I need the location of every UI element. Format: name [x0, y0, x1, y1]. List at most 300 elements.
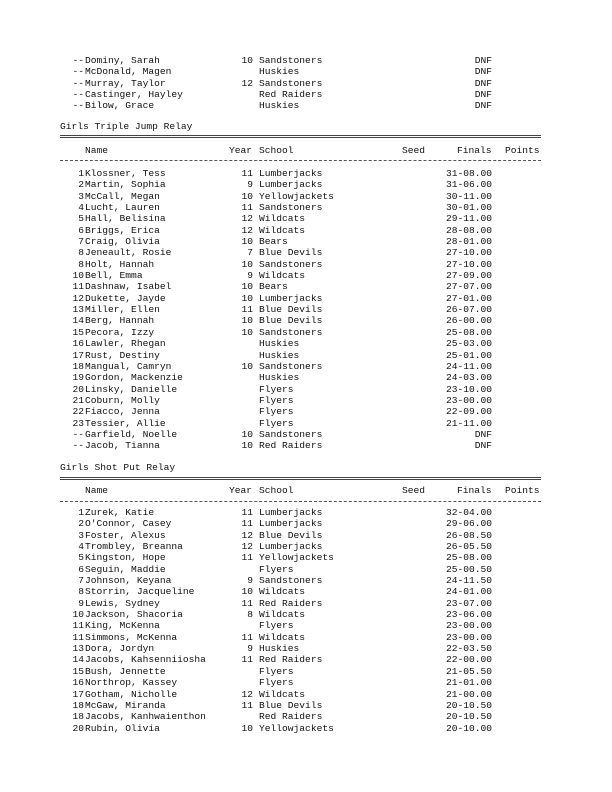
result-row [0, 270, 612, 281]
result-row [0, 632, 612, 643]
finals-mark: 29-06.00 [445, 518, 492, 530]
finals-mark: 20-10.00 [445, 722, 492, 734]
result-row [0, 620, 612, 631]
athlete-name: Linsky, Danielle [85, 383, 178, 395]
place-cell: 11 [72, 281, 84, 293]
year-cell: 10 [241, 440, 253, 452]
athlete-name: Klossner, Tess [85, 168, 166, 179]
school-name: Sandstoners [259, 258, 323, 270]
dashed-rule [60, 501, 541, 502]
school-name: Blue Devils [259, 247, 323, 259]
athlete-name: Zurek, Katie [85, 507, 155, 518]
place-cell: 1 [78, 507, 84, 518]
result-row [0, 361, 612, 372]
header-seed: Seed [402, 485, 426, 497]
school-name: Sandstoners [259, 326, 323, 338]
place-cell: 5 [78, 213, 84, 225]
year-cell: 11 [241, 552, 253, 564]
athlete-name: McCall, Megan [85, 190, 160, 202]
result-row [0, 643, 612, 654]
school-name: Lumberjacks [259, 507, 323, 518]
place-cell: -- [72, 55, 84, 66]
result-row [0, 418, 612, 429]
finals-mark: 27-09.00 [445, 270, 492, 282]
column-header-row [0, 145, 612, 156]
athlete-name: Foster, Alexus [85, 529, 166, 541]
place-cell: 10 [72, 270, 84, 282]
place-cell: 7 [78, 575, 84, 587]
school-name: Wildcats [259, 688, 306, 700]
finals-mark: 24-01.00 [445, 586, 492, 598]
result-row [0, 78, 612, 89]
school-name: Flyers [259, 563, 294, 575]
finals-mark: 28-01.00 [445, 236, 492, 248]
finals-mark: 26-00.00 [445, 315, 492, 327]
result-row [0, 55, 612, 66]
year-cell: 12 [241, 224, 253, 236]
finals-mark: 27-01.00 [445, 292, 492, 304]
finals-mark: DNF [474, 55, 492, 66]
athlete-name: Gordon, Mackenzie [85, 372, 183, 384]
place-cell: 13 [72, 304, 84, 316]
athlete-name: Dashnaw, Isabel [85, 281, 172, 293]
athlete-name: Mangual, Camryn [85, 360, 172, 372]
athlete-name: Bilow, Grace [85, 100, 155, 112]
school-name: Huskies [259, 66, 300, 78]
result-row [0, 666, 612, 677]
school-name: Huskies [259, 349, 300, 361]
result-row [0, 677, 612, 688]
place-cell: -- [72, 66, 84, 78]
athlete-name: Miller, Ellen [85, 304, 160, 316]
athlete-name: Dominy, Sarah [85, 55, 160, 66]
school-name: Sandstoners [259, 77, 323, 89]
year-cell: 10 [241, 258, 253, 270]
place-cell: 1 [78, 168, 84, 179]
school-name: Sandstoners [259, 428, 323, 440]
year-cell: 12 [241, 213, 253, 225]
finals-mark: 30-11.00 [445, 190, 492, 202]
place-cell: 8 [78, 247, 84, 259]
finals-mark: 21-01.00 [445, 677, 492, 689]
school-name: Huskies [259, 643, 300, 655]
place-cell: 6 [78, 563, 84, 575]
double-rule [60, 477, 541, 480]
header-year: Year [229, 485, 253, 497]
athlete-name: Storrin, Jacqueline [85, 586, 195, 598]
year-cell: 12 [241, 529, 253, 541]
athlete-name: Murray, Taylor [85, 77, 166, 89]
school-name: Huskies [259, 372, 300, 384]
year-cell: 12 [241, 541, 253, 553]
result-row [0, 609, 612, 620]
result-row [0, 236, 612, 247]
double-rule [60, 135, 541, 138]
year-cell: 11 [241, 168, 253, 179]
school-name: Red Raiders [259, 654, 323, 666]
result-row [0, 247, 612, 258]
place-cell: 12 [72, 292, 84, 304]
school-name: Wildcats [259, 586, 306, 598]
header-seed: Seed [402, 145, 426, 157]
finals-mark: 25-03.00 [445, 338, 492, 350]
school-name: Bears [259, 281, 288, 293]
school-name: Flyers [259, 394, 294, 406]
header-points: Points [505, 485, 540, 497]
year-cell: 12 [241, 688, 253, 700]
result-row [0, 518, 612, 529]
result-row [0, 711, 612, 722]
result-row [0, 507, 612, 518]
place-cell: 13 [72, 643, 84, 655]
result-row [0, 100, 612, 111]
year-cell: 10 [241, 315, 253, 327]
school-name: Huskies [259, 338, 300, 350]
year-cell: 11 [241, 507, 253, 518]
result-row [0, 689, 612, 700]
school-name: Yellowjackets [259, 190, 334, 202]
athlete-name: Johnson, Keyana [85, 575, 172, 587]
shot-put-rows [0, 507, 612, 734]
year-cell: 10 [241, 190, 253, 202]
finals-mark: 30-01.00 [445, 202, 492, 214]
result-row [0, 213, 612, 224]
athlete-name: Jeneault, Rosie [85, 247, 172, 259]
header-finals: Finals [457, 485, 492, 497]
result-row [0, 384, 612, 395]
athlete-name: McDonald, Magen [85, 66, 172, 78]
place-cell: 9 [78, 597, 84, 609]
school-name: Lumberjacks [259, 518, 323, 530]
year-cell: 10 [241, 326, 253, 338]
place-cell: -- [72, 428, 84, 440]
carryover-results [0, 55, 612, 112]
result-row [0, 168, 612, 179]
result-row [0, 429, 612, 440]
athlete-name: Garfield, Noelle [85, 428, 178, 440]
finals-mark: 23-00.00 [445, 620, 492, 632]
finals-mark: 20-10.50 [445, 711, 492, 723]
finals-mark: 26-07.00 [445, 304, 492, 316]
finals-mark: 27-07.00 [445, 281, 492, 293]
dashed-rule [60, 160, 541, 161]
athlete-name: Hall, Belisina [85, 213, 166, 225]
athlete-name: Jacobs, Kanhwaienthon [85, 711, 206, 723]
school-name: Yellowjackets [259, 552, 334, 564]
place-cell: 2 [78, 518, 84, 530]
athlete-name: Rust, Destiny [85, 349, 160, 361]
athlete-name: Seguin, Maddie [85, 563, 166, 575]
result-row [0, 575, 612, 586]
school-name: Sandstoners [259, 360, 323, 372]
place-cell: -- [72, 440, 84, 452]
athlete-name: Tessier, Allie [85, 417, 166, 429]
athlete-name: Briggs, Erica [85, 224, 160, 236]
school-name: Bears [259, 236, 288, 248]
header-year: Year [229, 145, 253, 157]
triple-jump-rows [0, 168, 612, 452]
finals-mark: DNF [474, 440, 492, 452]
result-row [0, 395, 612, 406]
result-row [0, 315, 612, 326]
finals-mark: 21-11.00 [445, 417, 492, 429]
finals-mark: 26-05.50 [445, 541, 492, 553]
finals-mark: 25-08.00 [445, 552, 492, 564]
school-name: Blue Devils [259, 304, 323, 316]
triple-jump-section [0, 121, 612, 452]
athlete-name: Martin, Sophia [85, 179, 166, 191]
place-cell: 11 [72, 631, 84, 643]
header-school: School [259, 145, 294, 157]
result-row [0, 259, 612, 270]
athlete-name: Lucht, Lauren [85, 202, 160, 214]
finals-mark: 22-09.00 [445, 406, 492, 418]
finals-mark: 31-06.00 [445, 179, 492, 191]
place-cell: 22 [72, 406, 84, 418]
athlete-name: Jackson, Shacoria [85, 609, 183, 621]
result-row [0, 586, 612, 597]
place-cell: 19 [72, 372, 84, 384]
school-name: Sandstoners [259, 55, 323, 66]
athlete-name: Trombley, Breanna [85, 541, 183, 553]
school-name: Wildcats [259, 631, 306, 643]
place-cell: 14 [72, 654, 84, 666]
school-name: Wildcats [259, 213, 306, 225]
result-row [0, 191, 612, 202]
athlete-name: Castinger, Hayley [85, 89, 183, 101]
school-name: Flyers [259, 620, 294, 632]
finals-mark: 26-08.50 [445, 529, 492, 541]
header-name: Name [85, 145, 109, 157]
result-row [0, 372, 612, 383]
athlete-name: Jacobs, Kahsenniiosha [85, 654, 206, 666]
place-cell: 15 [72, 326, 84, 338]
result-row [0, 598, 612, 609]
result-row [0, 304, 612, 315]
year-cell: 9 [247, 643, 253, 655]
athlete-name: Pecora, Izzy [85, 326, 155, 338]
finals-mark: 23-06.00 [445, 609, 492, 621]
place-cell: 11 [72, 620, 84, 632]
school-name: Red Raiders [259, 89, 323, 101]
place-cell: 17 [72, 349, 84, 361]
place-cell: 7 [78, 236, 84, 248]
finals-mark: 28-08.00 [445, 224, 492, 236]
result-row [0, 338, 612, 349]
place-cell: 4 [78, 202, 84, 214]
finals-mark: 23-07.00 [445, 597, 492, 609]
column-header-row [0, 485, 612, 496]
year-cell: 11 [241, 699, 253, 711]
school-name: Wildcats [259, 270, 306, 282]
school-name: Blue Devils [259, 699, 323, 711]
place-cell: 14 [72, 315, 84, 327]
result-row [0, 552, 612, 563]
school-name: Flyers [259, 677, 294, 689]
year-cell: 10 [241, 292, 253, 304]
place-cell: 17 [72, 688, 84, 700]
school-name: Red Raiders [259, 711, 323, 723]
school-name: Flyers [259, 665, 294, 677]
school-name: Red Raiders [259, 440, 323, 452]
place-cell: 3 [78, 529, 84, 541]
school-name: Red Raiders [259, 597, 323, 609]
year-cell: 8 [247, 609, 253, 621]
place-cell: 20 [72, 383, 84, 395]
finals-mark: 24-11.00 [445, 360, 492, 372]
finals-mark: 23-00.00 [445, 394, 492, 406]
school-name: Lumberjacks [259, 292, 323, 304]
athlete-name: Craig, Olivia [85, 236, 160, 248]
year-cell: 10 [241, 722, 253, 734]
result-row [0, 350, 612, 361]
place-cell: -- [72, 100, 84, 112]
year-cell: 11 [241, 631, 253, 643]
header-school: School [259, 485, 294, 497]
year-cell: 11 [241, 518, 253, 530]
year-cell: 10 [241, 428, 253, 440]
finals-mark: DNF [474, 89, 492, 101]
finals-mark: 23-10.00 [445, 383, 492, 395]
athlete-name: Coburn, Molly [85, 394, 160, 406]
athlete-name: King, McKenna [85, 620, 160, 632]
school-name: Flyers [259, 383, 294, 395]
result-row [0, 564, 612, 575]
athlete-name: Lewis, Sydney [85, 597, 160, 609]
year-cell: 10 [241, 236, 253, 248]
result-row [0, 179, 612, 190]
school-name: Sandstoners [259, 202, 323, 214]
athlete-name: Rubin, Olivia [85, 722, 160, 734]
place-cell: -- [72, 89, 84, 101]
place-cell: 10 [72, 609, 84, 621]
year-cell: 12 [241, 77, 253, 89]
athlete-name: Lawler, Rhegan [85, 338, 166, 350]
finals-mark: 29-11.00 [445, 213, 492, 225]
place-cell: 5 [78, 552, 84, 564]
finals-mark: 25-01.00 [445, 349, 492, 361]
finals-mark: 24-11.50 [445, 575, 492, 587]
place-cell: 4 [78, 541, 84, 553]
place-cell: 8 [78, 586, 84, 598]
place-cell: 15 [72, 665, 84, 677]
athlete-name: Gotham, Nicholle [85, 688, 178, 700]
finals-mark: DNF [474, 100, 492, 112]
result-row [0, 700, 612, 711]
school-name: Wildcats [259, 224, 306, 236]
place-cell: 18 [72, 699, 84, 711]
place-cell: 3 [78, 190, 84, 202]
header-name: Name [85, 485, 109, 497]
year-cell: 11 [241, 597, 253, 609]
year-cell: 9 [247, 270, 253, 282]
athlete-name: Fiacco, Jenna [85, 406, 160, 418]
athlete-name: Simmons, McKenna [85, 631, 178, 643]
school-name: Lumberjacks [259, 179, 323, 191]
result-row [0, 225, 612, 236]
place-cell: 16 [72, 677, 84, 689]
result-row [0, 202, 612, 213]
school-name: Lumberjacks [259, 541, 323, 553]
year-cell: 9 [247, 179, 253, 191]
athlete-name: Northrop, Kassey [85, 677, 178, 689]
year-cell: 10 [241, 360, 253, 372]
school-name: Sandstoners [259, 575, 323, 587]
place-cell: 18 [72, 711, 84, 723]
year-cell: 7 [247, 247, 253, 259]
finals-mark: 22-00.00 [445, 654, 492, 666]
result-row [0, 293, 612, 304]
finals-mark: 21-00.00 [445, 688, 492, 700]
athlete-name: Jacob, Tianna [85, 440, 160, 452]
school-name: Flyers [259, 417, 294, 429]
result-row [0, 440, 612, 451]
header-finals: Finals [457, 145, 492, 157]
school-name: Yellowjackets [259, 722, 334, 734]
finals-mark: 21-05.50 [445, 665, 492, 677]
result-row [0, 406, 612, 417]
result-row [0, 654, 612, 665]
school-name: Wildcats [259, 609, 306, 621]
finals-mark: 27-10.00 [445, 247, 492, 259]
year-cell: 9 [247, 575, 253, 587]
place-cell: 20 [72, 722, 84, 734]
year-cell: 10 [241, 586, 253, 598]
shot-put-section [0, 462, 612, 734]
athlete-name: Dora, Jordyn [85, 643, 155, 655]
place-cell: 16 [72, 338, 84, 350]
place-cell: -- [72, 77, 84, 89]
athlete-name: Berg, Hannah [85, 315, 155, 327]
athlete-name: Kingston, Hope [85, 552, 166, 564]
event-title: Girls Shot Put Relay [60, 462, 176, 473]
school-name: Lumberjacks [259, 168, 323, 179]
school-name: Flyers [259, 406, 294, 418]
place-cell: 18 [72, 360, 84, 372]
school-name: Huskies [259, 100, 300, 112]
school-name: Blue Devils [259, 529, 323, 541]
finals-mark: 27-10.00 [445, 258, 492, 270]
finals-mark: 24-03.00 [445, 372, 492, 384]
finals-mark: 32-04.00 [445, 507, 492, 518]
finals-mark: 20-10.50 [445, 699, 492, 711]
athlete-name: Bush, Jennette [85, 665, 166, 677]
place-cell: 2 [78, 179, 84, 191]
year-cell: 11 [241, 654, 253, 666]
athlete-name: Holt, Hannah [85, 258, 155, 270]
athlete-name: O'Connor, Casey [85, 518, 172, 530]
athlete-name: Bell, Emma [85, 270, 143, 282]
year-cell: 11 [241, 304, 253, 316]
finals-mark: 25-00.50 [445, 563, 492, 575]
result-row [0, 89, 612, 100]
finals-mark: 22-03.50 [445, 643, 492, 655]
result-row [0, 541, 612, 552]
event-title: Girls Triple Jump Relay [60, 121, 193, 132]
place-cell: 8 [78, 258, 84, 270]
year-cell: 11 [241, 202, 253, 214]
result-row [0, 66, 612, 77]
athlete-name: Dukette, Jayde [85, 292, 166, 304]
place-cell: 6 [78, 224, 84, 236]
finals-mark: 23-00.00 [445, 631, 492, 643]
place-cell: 21 [72, 394, 84, 406]
header-points: Points [505, 145, 540, 157]
year-cell: 10 [241, 281, 253, 293]
year-cell: 10 [241, 55, 253, 66]
school-name: Blue Devils [259, 315, 323, 327]
finals-mark: 31-08.00 [445, 168, 492, 179]
